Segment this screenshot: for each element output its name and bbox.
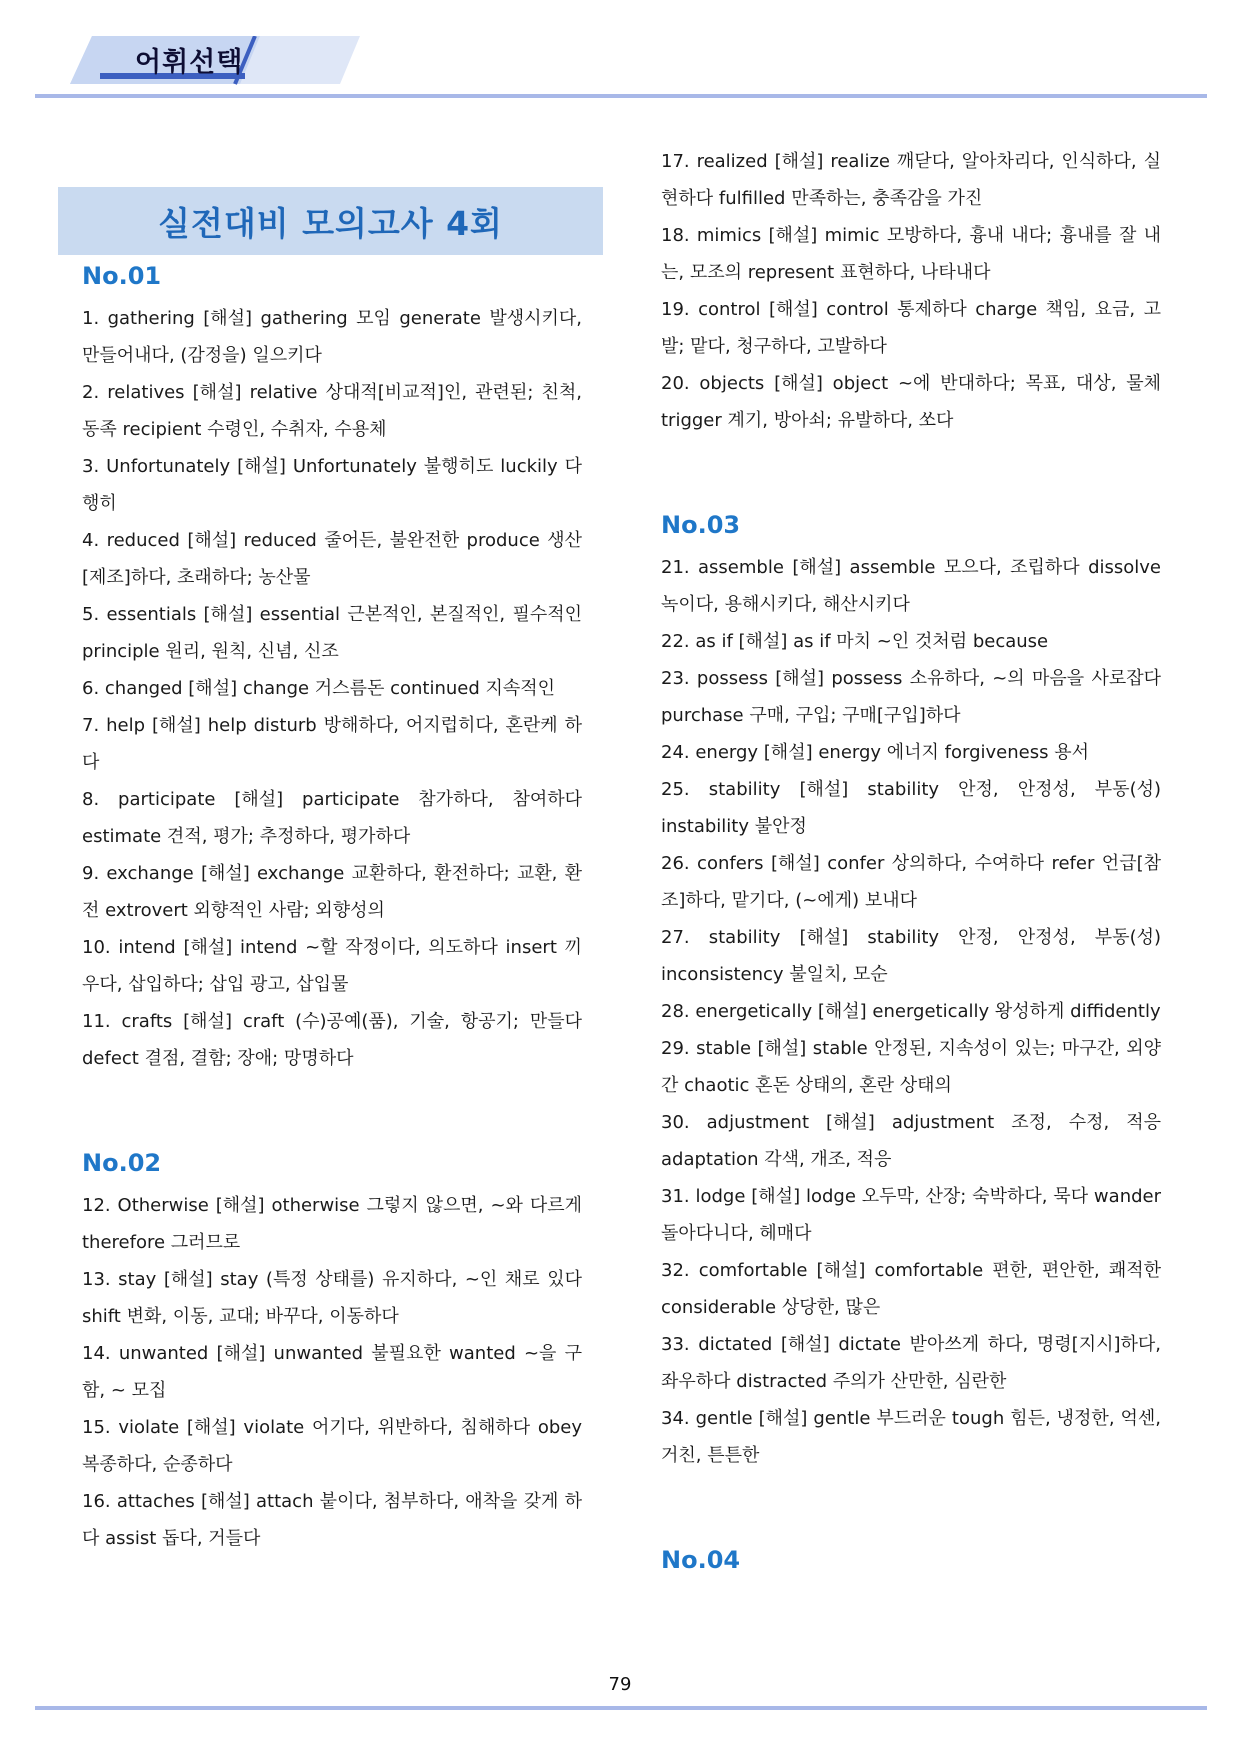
vocab-entry: 10. intend [해설] intend ~할 작정이다, 의도하다 insert 끼우다, 삽입하다; 삽입 광고, 삽입물 <box>82 937 582 995</box>
vocab-entry: 8. participate [해설] participate 참가하다, 참여하다 estimate 견적, 평가; 추정하다, 평가하다 <box>82 789 582 847</box>
right-column <box>661 143 1161 1584</box>
vocab-entry: 33. dictated [해설] dictate 받아쓰게 하다, 명령[지시]하다, 좌우하다 distracted 주의가 산만한, 심란한 <box>661 1334 1161 1392</box>
section-no01 <box>82 262 582 1077</box>
vocab-entry: 5. essentials [해설] essential 근본적인, 본질적인, 필수적인 principle 원리, 원칙, 신념, 신조 <box>82 604 582 662</box>
section-heading: No.01 <box>82 262 162 290</box>
vocab-entry: 6. changed [해설] change 거스름돈 continued 지속적인 <box>82 678 556 699</box>
vocab-entry: 7. help [해설] help disturb 방해하다, 어지럽히다, 혼란케 하다 <box>82 715 582 773</box>
vocab-entry: 17. realized [해설] realize 깨닫다, 알아차리다, 인식하다, 실현하다 fulfilled 만족하는, 충족감을 가진 <box>661 151 1161 209</box>
vocab-entry: 28. energetically [해설] energetically 왕성하게 diffidently <box>661 1001 1161 1022</box>
section-no02 <box>82 1149 582 1557</box>
vocab-entry: 15. violate [해설] violate 어기다, 위반하다, 침해하다 obey 복종하다, 순종하다 <box>82 1417 582 1475</box>
vocab-entry: 9. exchange [해설] exchange 교환하다, 환전하다; 교환, 환전 extrovert 외향적인 사람; 외향성의 <box>82 863 582 921</box>
vocab-entry: 16. attaches [해설] attach 붙이다, 첨부하다, 애착을 갖게 하다 assist 돕다, 거들다 <box>82 1491 582 1549</box>
page-title: 실전대비 모의고사 4회 <box>58 187 603 255</box>
vocab-entry: 2. relatives [해설] relative 상대적[비교적]인, 관련된; 친척, 동족 recipient 수령인, 수취자, 수용체 <box>82 382 582 440</box>
header-title: 어휘선택 <box>135 47 244 78</box>
vocab-entry: 22. as if [해설] as if 마치 ~인 것처럼 because <box>661 631 1049 652</box>
section-heading: No.03 <box>661 511 741 539</box>
section-heading: No.04 <box>661 1546 741 1574</box>
vocab-entry: 3. Unfortunately [해설] Unfortunately 불행히도 luckily 다행히 <box>82 456 582 514</box>
vocab-entry: 31. lodge [해설] lodge 오두막, 산장; 숙박하다, 묵다 wander 돌아다니다, 헤매다 <box>661 1186 1161 1244</box>
vocab-entry: 27. stability [해설] stability 안정, 안정성, 부동(성) inconsistency 불일치, 모순 <box>661 927 1161 985</box>
vocab-entry: 20. objects [해설] object ~에 반대하다; 목표, 대상, 물체 trigger 계기, 방아쇠; 유발하다, 쏘다 <box>661 373 1161 431</box>
vocab-entry: 4. reduced [해설] reduced 줄어든, 불완전한 produce 생산[제조]하다, 초래하다; 농산물 <box>82 530 582 588</box>
vocab-entry: 23. possess [해설] possess 소유하다, ~의 마음을 사로잡다 purchase 구매, 구입; 구매[구입]하다 <box>661 668 1161 726</box>
vocab-entry: 32. comfortable [해설] comfortable 편한, 편안한, 쾌적한 considerable 상당한, 많은 <box>661 1260 1161 1318</box>
vocab-entry: 19. control [해설] control 통제하다 charge 책임, 요금, 고발; 맡다, 청구하다, 고발하다 <box>661 299 1161 357</box>
vocab-entry: 21. assemble [해설] assemble 모으다, 조립하다 dissolve 녹이다, 용해시키다, 해산시키다 <box>661 557 1161 615</box>
vocab-entry: 13. stay [해설] stay (특정 상태를) 유지하다, ~인 채로 있다 shift 변화, 이동, 교대; 바꾸다, 이동하다 <box>82 1269 582 1327</box>
vocab-entry: 34. gentle [해설] gentle 부드러운 tough 힘든, 냉정한, 억센, 거친, 튼튼한 <box>661 1408 1161 1466</box>
section-heading: No.02 <box>82 1149 162 1177</box>
vocab-entry: 25. stability [해설] stability 안정, 안정성, 부동(성) instability 불안정 <box>661 779 1161 837</box>
vocab-entry: 18. mimics [해설] mimic 모방하다, 흉내 내다; 흉내를 잘 내는, 모조의 represent 표현하다, 나타내다 <box>661 225 1161 283</box>
vocab-entry: 1. gathering [해설] gathering 모임 generate 발생시키다, 만들어내다, (감정을) 일으키다 <box>82 308 582 366</box>
header-divider <box>35 94 1207 98</box>
vocab-entry: 11. crafts [해설] craft (수)공예(품), 기술, 항공기; 만들다 defect 결점, 결함; 장애; 망명하다 <box>82 1011 582 1069</box>
section-no03 <box>661 511 1161 1474</box>
page-number: 79 <box>608 1674 632 1695</box>
vocab-entry: 12. Otherwise [해설] otherwise 그렇지 않으면, ~와 다르게 therefore 그러므로 <box>82 1195 582 1253</box>
vocab-entry: 14. unwanted [해설] unwanted 불필요한 wanted ~을 구함, ~ 모집 <box>82 1343 582 1401</box>
vocab-entry: 30. adjustment [해설] adjustment 조정, 수정, 적응 adaptation 각색, 개조, 적응 <box>661 1112 1161 1170</box>
vocab-entry: 24. energy [해설] energy 에너지 forgiveness 용서 <box>661 742 1089 763</box>
section-no04 <box>661 1546 1161 1574</box>
vocab-entry: 29. stable [해설] stable 안정된, 지속성이 있는; 마구간, 외양간 chaotic 혼돈 상태의, 혼란 상태의 <box>661 1038 1161 1096</box>
vocab-entry: 26. confers [해설] confer 상의하다, 수여하다 refer 언급[참조]하다, 맡기다, (~에게) 보내다 <box>661 853 1161 911</box>
left-column <box>82 188 582 1557</box>
footer-divider <box>35 1706 1207 1710</box>
section-no02-continued <box>661 143 1161 439</box>
